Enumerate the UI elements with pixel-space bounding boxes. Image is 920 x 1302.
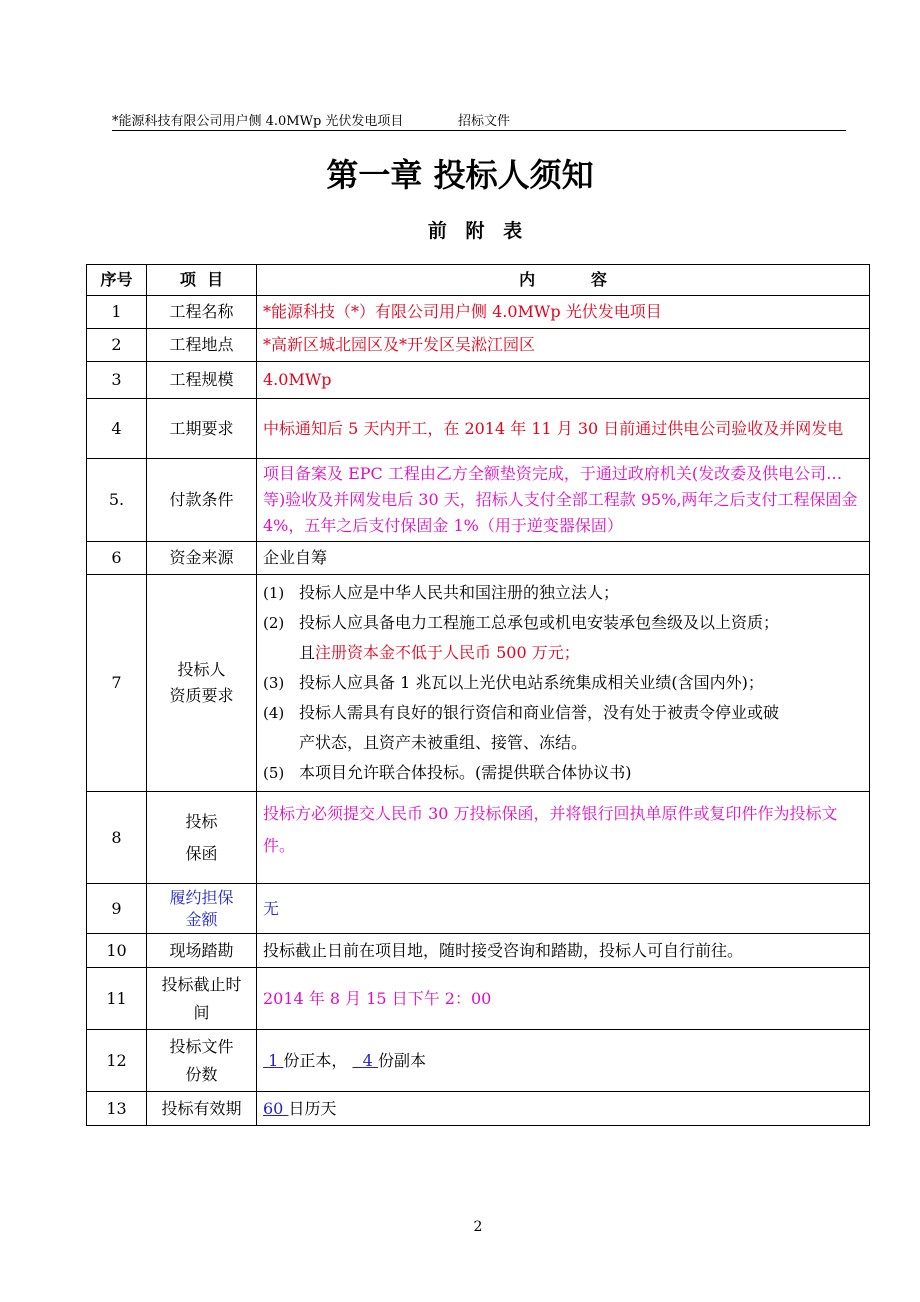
qualification-text: 投标人需具有良好的银行资信和商业信誉，没有处于被责令停业或破 [299,703,780,722]
row-content: 投标方必须提交人民币 30 万投标保函，并将银行回执单原件或复印件作为投标文件。 [257,792,870,884]
table-subtitle: 前 附 表 [427,220,529,242]
table-row [87,1092,870,1126]
table-row [87,329,870,362]
qualification-item [263,698,863,728]
row-content: *高新区城北园区及*开发区吴淞江园区 [257,329,870,362]
row-num: 7 [87,575,147,792]
qualification-index: (3) [263,674,285,692]
row-item [147,1030,257,1092]
row-item [147,575,257,792]
qualification-index: (2) [263,614,285,632]
row-num: 5. [87,459,147,542]
row-content [257,1092,870,1126]
header-project-name: *能源科技有限公司用户侧 4.0MWp 光伏发电项目 [112,114,404,129]
row-item: 工程地点 [147,329,257,362]
row-item: 工期要求 [147,399,257,459]
col-header-content: 内 容 [257,265,870,296]
row-item: 工程规模 [147,362,257,399]
qualification-index: (4) [263,704,285,722]
table-row [87,542,870,575]
qualification-text-cont: 产状态，且资产未被重组、接管、冻结。 [299,733,588,752]
qualification-text: 本项目允许联合体投标。(需提供联合体协议书) [299,763,632,782]
row-item: 现场踏勘 [147,934,257,968]
table-header-row [87,265,870,296]
row-num: 8 [87,792,147,884]
row-num: 12 [87,1030,147,1092]
row-item-line1: 投标 [185,811,218,831]
row-item-line1: 投标文件 [169,1036,234,1056]
duplicate-copies-suffix: 份副本 [377,1050,426,1070]
table-row [87,1030,870,1092]
row-content: 4.0MWp [257,362,870,399]
row-item-line2: 资质要求 [169,686,234,705]
row-num: 9 [87,884,147,934]
col-header-num: 序号 [87,265,147,296]
table-row [87,575,870,792]
table-row [87,399,870,459]
qualification-item [263,608,863,638]
table-row [87,459,870,542]
registered-capital-requirement: 注册资本金不低于人民币 500 万元； [315,643,580,662]
row-content: 中标通知后 5 天内开工，在 2014 年 11 月 30 日前通过供电公司验收及并网发电 [257,399,870,459]
row-num: 1 [87,296,147,329]
row-num: 3 [87,362,147,399]
row-item-line2: 保函 [185,843,218,863]
row-num: 10 [87,934,147,968]
qualification-item [263,758,863,788]
row-item: 资金来源 [147,542,257,575]
validity-suffix: 日历天 [288,1098,337,1118]
row-content: 无 [257,884,870,934]
duplicate-copies: 4 [362,1050,373,1070]
chapter-title: 第一章 投标人须知 [326,156,594,194]
table-row [87,934,870,968]
table-row [87,968,870,1030]
qualification-item-cont [263,728,863,758]
table-row [87,792,870,884]
running-header [112,108,846,131]
row-num: 4 [87,399,147,459]
row-num: 2 [87,329,147,362]
row-content: *能源科技（*）有限公司用户侧 4.0MWp 光伏发电项目 [257,296,870,329]
validity-days: 60 [263,1098,284,1118]
qualification-text-cont: 且 [299,643,316,662]
row-item [147,884,257,934]
row-content [257,1030,870,1092]
row-item: 工程名称 [147,296,257,329]
header-doc-type: 招标文件 [458,114,511,129]
col-header-item: 项 目 [147,265,257,296]
qualification-text: 投标人应是中华人民共和国注册的独立法人； [299,583,620,602]
qualification-index: (5) [263,764,285,782]
page-number: 2 [473,1219,483,1235]
row-item-line1: 投标截止时 [161,974,242,994]
qualification-index: (1) [263,584,285,602]
row-content [257,575,870,792]
row-content: 企业自筹 [257,542,870,575]
row-item: 付款条件 [147,459,257,542]
bidder-info-table [86,264,870,1126]
table-row [87,884,870,934]
qualification-item-cont [263,638,863,668]
row-content: 项目备案及 EPC 工程由乙方全额垫资完成，于通过政府机关(发改委及供电公司…等)验收及并网发电后 30 天，招标人支付全部工程款 95%,两年之后支付工程保固金 4%，五年之后支付保固金 1%（用于逆变器保固） [257,459,870,542]
qualification-text: 投标人应具备 1 兆瓦以上光伏电站系统集成相关业绩(含国内外)； [299,673,764,692]
row-item-line2: 金额 [185,909,218,929]
original-copies-suffix: 份正本， [283,1050,348,1070]
row-item: 投标有效期 [147,1092,257,1126]
row-content: 投标截止日前在项目地，随时接受咨询和踏勘，投标人可自行前往。 [257,934,870,968]
table-row [87,296,870,329]
row-item [147,968,257,1030]
row-num: 6 [87,542,147,575]
table-row [87,362,870,399]
row-content: 2014 年 8 月 15 日下午 2：00 [257,968,870,1030]
row-item-line2: 份数 [185,1064,218,1084]
qualification-text: 投标人应具备电力工程施工总承包或机电安装承包叁级及以上资质； [299,613,780,632]
qualification-list [263,578,863,788]
row-num: 13 [87,1092,147,1126]
row-num: 11 [87,968,147,1030]
qualification-item [263,578,863,608]
row-item-line1: 投标人 [177,660,226,679]
qualification-item [263,668,863,698]
row-item-line1: 履约担保 [169,887,234,907]
row-item [147,792,257,884]
row-item-line2: 间 [193,1002,210,1022]
original-copies: 1 [268,1050,279,1070]
